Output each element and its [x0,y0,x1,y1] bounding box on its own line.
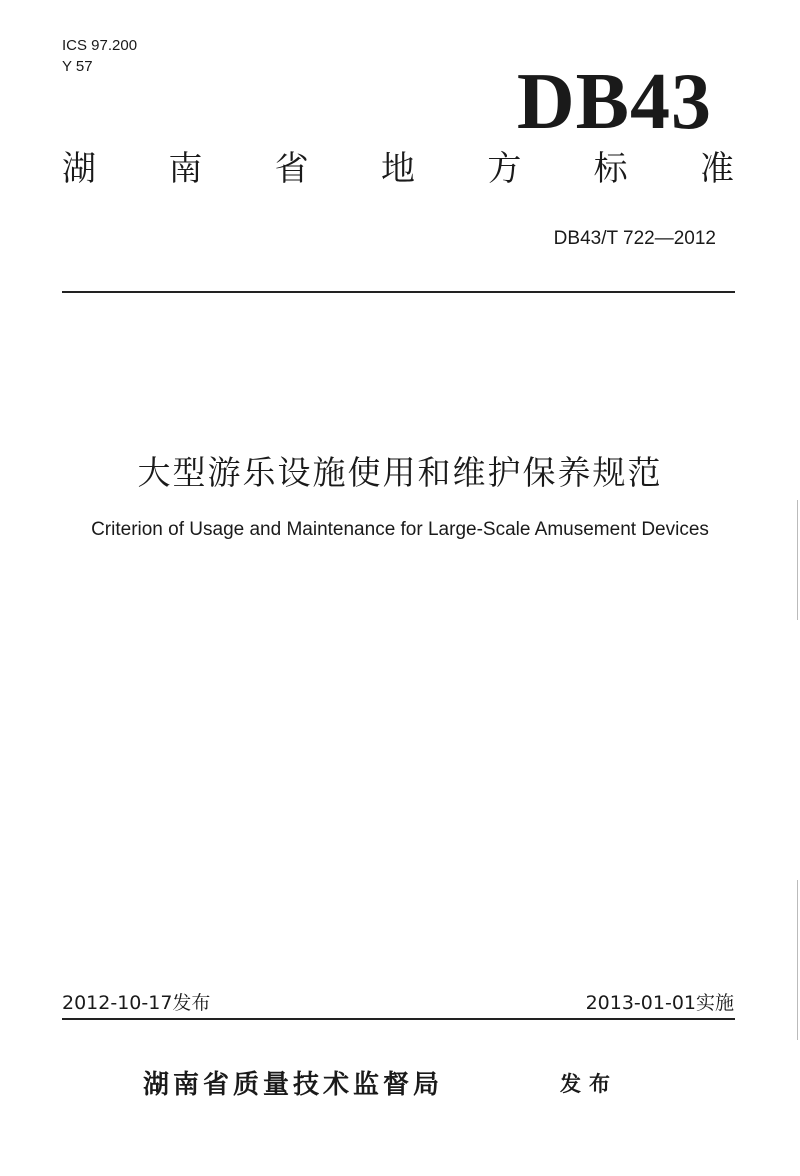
db-code-logo: DB43 [516,58,712,146]
scan-edge-mark [797,500,798,620]
standard-type-char: 标 [593,149,628,189]
issue-date: 2012-10-17发布 [62,992,211,1014]
standard-type [62,149,734,189]
standard-type-char: 地 [380,149,415,189]
standard-type-char: 南 [168,149,203,189]
title-english: Criterion of Usage and Maintenance for Large-Scale Amusement Devices [91,519,709,540]
bottom-divider [62,1018,735,1020]
standard-type-char: 准 [699,149,734,189]
standard-number: DB43/T 722—2012 [553,228,716,249]
standard-type-char: 方 [487,149,522,189]
standard-type-char: 省 [274,149,309,189]
top-divider [62,291,735,293]
ccs-code: Y 57 [62,58,93,75]
implementation-date: 2013-01-01实施 [585,992,734,1014]
standard-type-char: 湖 [62,149,96,189]
ics-code: ICS 97.200 [62,37,138,54]
issue-label: 发布 [560,1072,618,1096]
title-chinese: 大型游乐设施使用和维护保养规范 [137,453,663,492]
issuing-authority: 湖南省质量技术监督局 [143,1070,444,1100]
scan-edge-mark [797,880,798,1040]
